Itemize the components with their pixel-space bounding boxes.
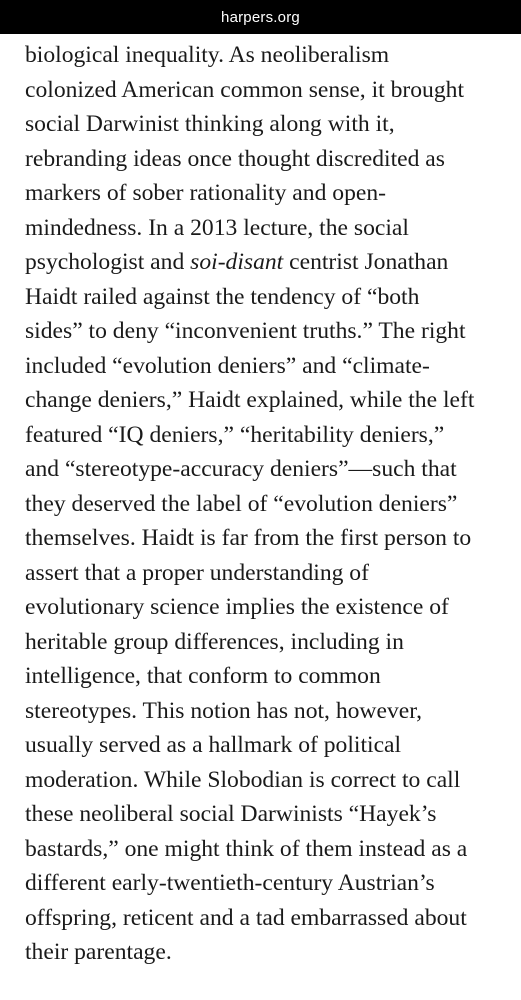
text-line: and “stereotype-accuracy deniers”—such that bbox=[25, 456, 457, 482]
text-segment: psychologist and bbox=[25, 249, 191, 275]
text-line: intelligence, that conform to common bbox=[25, 663, 381, 689]
text-line bbox=[25, 245, 505, 280]
text-line: sides” to deny “inconvenient truths.” The right bbox=[25, 318, 466, 344]
text-line: their parentage. bbox=[25, 939, 172, 965]
text-line: evolutionary science implies the existence of bbox=[25, 594, 449, 620]
text-line: included “evolution deniers” and “climate- bbox=[25, 352, 430, 379]
text-line: biological inequality. As neoliberalism bbox=[25, 42, 390, 68]
browser-address-bar[interactable] bbox=[0, 0, 521, 34]
text-line: mindedness. In a 2013 lecture, the social bbox=[25, 214, 409, 241]
text-line: Haidt railed against the tendency of “both bbox=[25, 283, 420, 310]
text-segment: centrist Jonathan bbox=[283, 249, 449, 275]
text-line: offspring, reticent and a tad embarrassed about bbox=[25, 904, 467, 931]
text-line: these neoliberal social Darwinists “Hayek’s bbox=[25, 801, 437, 827]
text-line: assert that a proper understanding of bbox=[25, 559, 369, 586]
italic-phrase: soi-disant bbox=[190, 249, 284, 275]
text-line: stereotypes. This notion has not, however, bbox=[25, 697, 423, 724]
text-line: bastards,” one might think of them instead as a bbox=[25, 835, 468, 862]
text-line: rebranding ideas once thought discredited as bbox=[25, 145, 445, 172]
text-line: markers of sober rationality and open- bbox=[25, 180, 386, 206]
text-line: they deserved the label of “evolution deniers” bbox=[25, 490, 458, 517]
url-label: harpers.org bbox=[221, 8, 300, 26]
text-line: moderation. While Slobodian is correct to call bbox=[25, 766, 461, 793]
text-line: usually served as a hallmark of political bbox=[25, 732, 402, 758]
text-line: different early-twentieth-century Austrian’s bbox=[25, 870, 435, 896]
article-body bbox=[25, 38, 505, 970]
text-line: heritable group differences, including in bbox=[25, 628, 404, 655]
text-line: social Darwinist thinking along with it, bbox=[25, 111, 395, 137]
text-line: change deniers,” Haidt explained, while the left bbox=[25, 387, 475, 413]
text-line: colonized American common sense, it brought bbox=[25, 76, 464, 103]
text-line: featured “IQ deniers,” “heritability deniers,” bbox=[25, 421, 445, 448]
text-line: themselves. Haidt is far from the first person to bbox=[25, 525, 472, 551]
